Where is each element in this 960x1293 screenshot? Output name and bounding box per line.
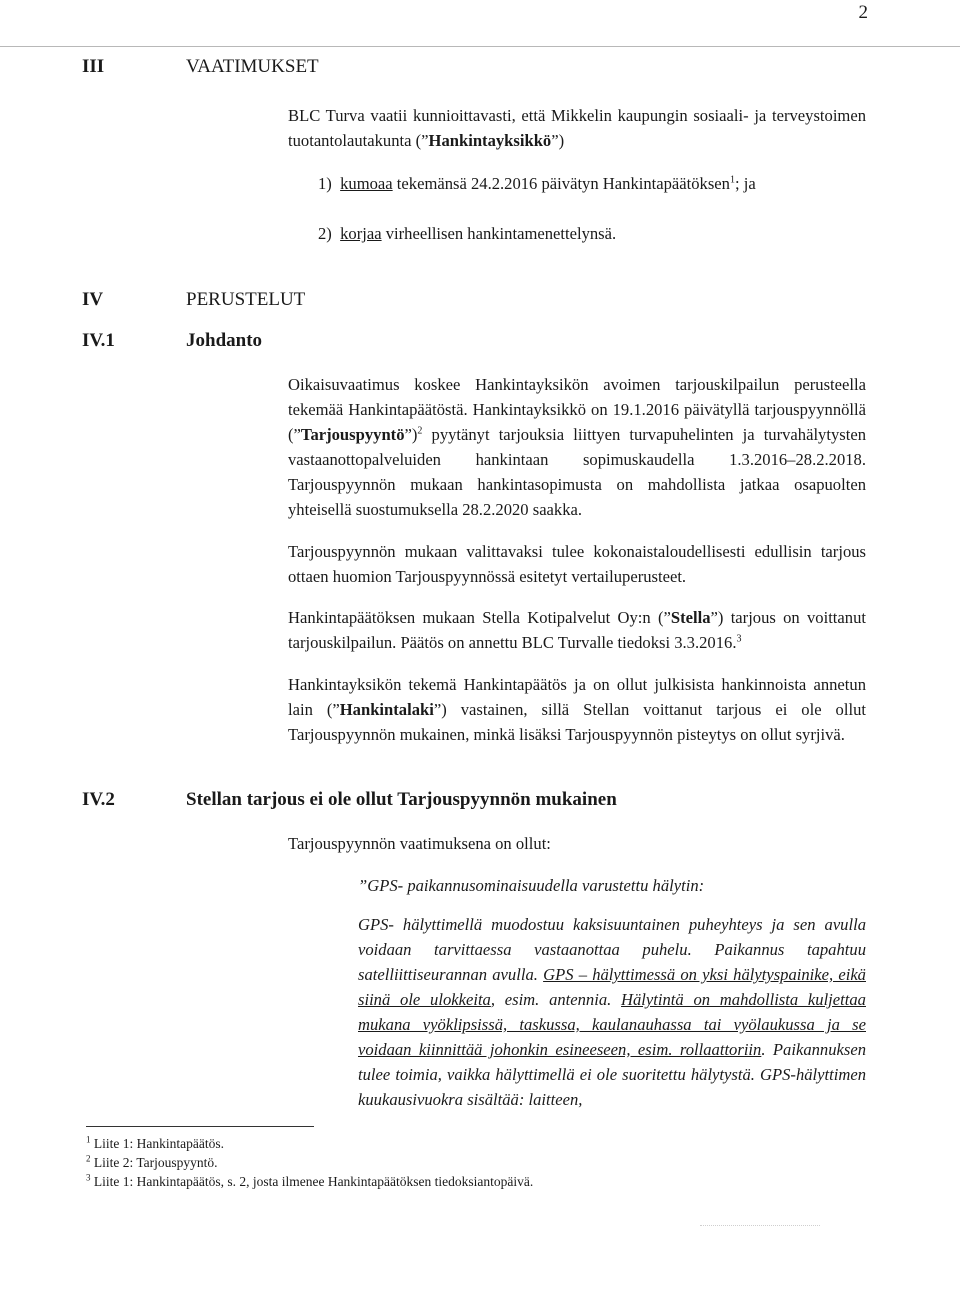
- demand-item-2-text: virheellisen hankintamenettelynsä.: [381, 224, 617, 243]
- vaatimukset-intro: [288, 103, 866, 153]
- demand-item-1-verb: kumoaa: [340, 174, 393, 193]
- demand-item-2-verb: korjaa: [340, 224, 382, 243]
- johdanto-paragraph-1: [288, 372, 866, 522]
- quote-body: [358, 912, 866, 1112]
- header-rule: [0, 46, 960, 47]
- p3-text-b: ”) tarjous on voittanut tarjouskilpailun. Päätös on annettu BLC Turvalle tiedoksi 3.3.2016.: [288, 608, 866, 652]
- demand-item-1-number: 1): [318, 174, 332, 193]
- quote-heading: ”GPS- paikannusominaisuudella varustettu hälytin:: [358, 876, 705, 895]
- p4-text-a: Hankintayksikön tekemä Hankintapäätös ja on ollut julkisista hankinnoista annetun lain (”: [288, 675, 866, 719]
- section-number-iv2: IV.2: [82, 789, 115, 810]
- quote-text-c: . Paikannuksen tulee toimia, vaikka hälyttimellä ei ole suoritettu hälytystä. GPS-hälyttimen kuukausivuokra sisältää: laitteen,: [358, 1040, 866, 1109]
- intro-text-a: BLC Turva vaatii kunnioittavasti, että Mikkelin kaupungin sosiaali- ja terveystoimen tuotantolautakunta (”: [288, 106, 866, 150]
- johdanto-paragraph-2: Tarjouspyynnön mukaan valittavaksi tulee kokonaistaloudellisesti edullisin tarjous ottaen huomion Tarjouspyynnössä esitetyt vertailuperusteet.: [288, 542, 866, 586]
- p1-text-a: Oikaisuvaatimus koskee Hankintayksikön avoimen tarjouskilpailun perusteella tekemää Hankintapäätöstä. Hankintayksikkö on 19.1.2016 päivätyllä tarjouspyynnöllä (”: [288, 375, 866, 444]
- quote-underlined-1: GPS – hälyttimessä on yksi hälytyspainike, eikä siinä ole ulokkeita: [358, 965, 866, 1009]
- footnote-3-text: Liite 1: Hankintapäätös, s. 2, josta ilmenee Hankintapäätöksen tiedoksiantopäivä.: [93, 1174, 534, 1189]
- demand-item-2-number: 2): [318, 224, 332, 243]
- page-number: 2: [858, 2, 868, 23]
- section-title-johdanto: Johdanto: [186, 330, 263, 351]
- footnote-separator: [86, 1126, 314, 1127]
- p1-text-b: ”): [404, 425, 418, 444]
- footnote-1: [86, 1135, 224, 1152]
- footnote-ref-2: 2: [417, 425, 423, 437]
- p3-text-a: Hankintapäätöksen mukaan Stella Kotipalvelut Oy:n (”: [288, 608, 671, 627]
- footnote-1-number: 1: [86, 1134, 91, 1145]
- p4-text-b: ”) vastainen, sillä Stellan voittanut tarjous ei ole ollut Tarjouspyynnön mukainen, minkä lisäksi Tarjouspyynnön pisteytys on ollut syrjivä.: [288, 700, 866, 744]
- demand-item-2: [318, 221, 616, 246]
- intro-defined-term: Hankintayksikkö: [428, 131, 552, 150]
- footnote-2-text: Liite 2: Tarjouspyyntö.: [93, 1155, 218, 1170]
- footnote-1-text: Liite 1: Hankintapäätös.: [93, 1136, 224, 1151]
- demand-item-1-text: tekemänsä 24.2.2016 päivätyn Hankintapäätöksen: [392, 174, 730, 193]
- scan-artifact: [700, 1225, 820, 1226]
- section-number-iii: III: [82, 56, 105, 77]
- quote-underlined-2: Hälytintä on mahdollista kuljettaa mukana vyöklipsissä, taskussa, kaulanauhassa tai vyölaukussa ja se voidaan kiinnittää johonkin esineeseen, esim. rollaattoriin: [358, 990, 866, 1059]
- iv2-intro: Tarjouspyynnön vaatimuksena on ollut:: [288, 834, 551, 853]
- section-number-iv1: IV.1: [82, 330, 115, 351]
- quote-text-a: GPS- hälyttimellä muodostuu kaksisuuntainen puheyhteys ja sen avulla voidaan tarvittaessa vastaanottaa puhelu. Paikannus tapahtuu satelliittiseurannan avulla.: [358, 915, 866, 984]
- footnote-ref-3: 3: [736, 633, 742, 645]
- quote-text-b: , esim. antennia.: [490, 990, 622, 1009]
- section-title-iv2: Stellan tarjous ei ole ollut Tarjouspyynnön mukainen: [186, 789, 617, 810]
- section-number-iv: IV: [82, 289, 104, 310]
- demand-item-1: [318, 171, 756, 196]
- p3-defined-term: Stella: [670, 608, 711, 627]
- demand-item-1-end: ; ja: [734, 174, 756, 193]
- footnote-3: [86, 1173, 533, 1190]
- footnote-ref-1: 1: [729, 174, 735, 186]
- p1-defined-term: Tarjouspyyntö: [300, 425, 405, 444]
- section-title-vaatimukset: VAATIMUKSET: [186, 56, 319, 77]
- section-title-perustelut: PERUSTELUT: [186, 289, 306, 310]
- footnote-2: [86, 1154, 218, 1171]
- p1-text-c: pyytänyt tarjouksia liittyen turvapuhelinten ja turvahälytysten vastaanottopalveluiden hankintaan sopimuskaudella 1.3.2016–28.2.2018. Tarjouspyynnön mukaan hankintasopimusta on mahdollista jatkaa osapuolten yhteisellä suostumuksella 28.2.2020 saakka.: [288, 425, 866, 519]
- footnote-3-number: 3: [86, 1172, 91, 1183]
- johdanto-paragraph-4: [288, 672, 866, 747]
- p4-defined-term: Hankintalaki: [339, 700, 434, 719]
- footnote-2-number: 2: [86, 1153, 91, 1164]
- johdanto-paragraph-3: [288, 605, 866, 655]
- intro-text-b: ”): [551, 131, 565, 150]
